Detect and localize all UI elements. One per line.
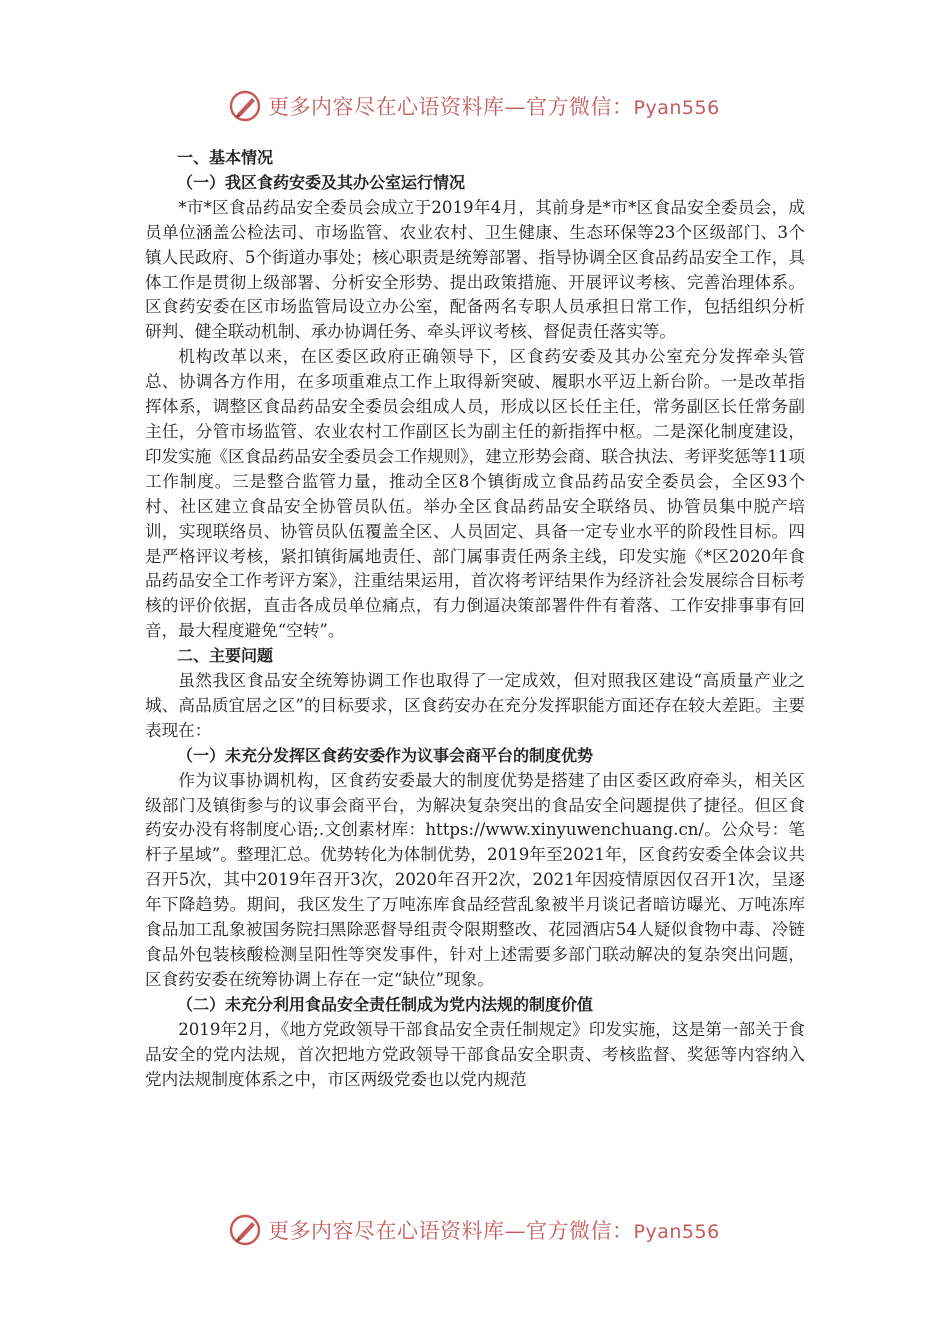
paragraph: 2019年2月，《地方党政领导干部食品安全责任制规定》印发实施，这是第一部关于食品安全的党内法规，首次把地方党政领导干部食品安全职责、考核监督、奖惩等内容纳入党内法规制度体系之中，市区两级党委也以党内规范 xyxy=(145,1019,805,1089)
banner-label: 更多内容尽在心语资料库—官方微信：Pyan556 xyxy=(268,1219,720,1243)
header-banner xyxy=(228,86,748,126)
pen-logo-icon xyxy=(228,89,262,123)
paragraph: *市*区食品药品安全委员会成立于2019年4月，其前身是*市*区食品安全委员会，成员单位涵盖公检法司、市场监管、农业农村、卫生健康、生态环保等23个区级部门、3个镇人民政府、5个街道办事处；核心职责是统筹部署、指导协调全区食品药品安全工作，具体工作是贯彻上级部署、分析安全形势、提出政策措施、开展评议考核、完善治理体系。区食药安委在区市场监管局设立办公室，配备两名专职人员承担日常工作，包括组织分析研判、健全联动机制、承办协调任务、牵头评议考核、督促责任落实等。 xyxy=(145,197,805,342)
subsection-heading: （二）未充分利用食品安全责任制成为党内法规的制度价值 xyxy=(177,994,594,1014)
footer-banner xyxy=(228,1210,748,1250)
pen-logo-icon xyxy=(228,1213,262,1247)
section-heading: 二、主要问题 xyxy=(177,646,274,666)
subsection-heading: （一）未充分发挥区食药安委作为议事会商平台的制度优势 xyxy=(177,745,594,765)
paragraph: 机构改革以来，在区委区政府正确领导下，区食药安委及其办公室充分发挥牵头管总、协调各方作用，在多项重难点工作上取得新突破、履职水平迈上新台阶。一是改革指挥体系，调整区食品药品安全委员会组成人员，形成以区长任主任，常务副区长任常务副主任，分管市场监管、农业农村工作副区长为副主任的新指挥中枢。二是深化制度建设，印发实施《区食品药品安全委员会工作规则》，建立形势会商、联合执法、考评奖惩等11项工作制度。三是整合监管力量，推动全区8个镇街成立食品药品安全委员会，全区93个村、社区建立食品安全协管员队伍。举办全区食品药品安全联络员、协管员集中脱产培训，实现联络员、协管员队伍覆盖全区、人员固定、具备一定专业水平的阶段性目标。四是严格评议考核，紧扣镇街属地责任、部门属事责任两条主线，印发实施《*区2020年食品药品安全工作考评方案》，注重结果运用，首次将考评结果作为经济社会发展综合目标考核的评价依据，直击各成员单位痛点，有力倒逼决策部署件件有着落、工作安排事事有回音，最大程度避免“空转”。 xyxy=(145,347,805,641)
wechat-id: Pyan556 xyxy=(633,97,720,119)
section-heading: 一、基本情况 xyxy=(177,148,274,167)
paragraph: 虽然我区食品安全统筹协调工作也取得了一定成效，但对照我区建设“高质量产业之城、高品质宜居之区”的目标要求，区食药安办在充分发挥职能方面还存在较大差距。主要表现在： xyxy=(145,671,805,740)
document-body xyxy=(145,146,805,1092)
banner-label: 更多内容尽在心语资料库—官方微信：Pyan556 xyxy=(268,95,720,119)
paragraph: 作为议事协调机构，区食药安委最大的制度优势是搭建了由区委区政府牵头，相关区级部门及镇街参与的议事会商平台，为解决复杂突出的食品安全问题提供了捷径。但区食药安办没有将制度心语;.文创素材库：https://www.xinyuwenchuang.cn/。公众号：笔杆子星域”。整理汇总。优势转化为体制优势，2019年至2021年，区食药安委全体会议共召开5次，其中2019年召开3次，2020年召开2次，2021年因疫情原因仅召开1次，呈逐年下降趋势。期间，我区发生了万吨冻库食品经营乱象被半月谈记者暗访曝光、万吨冻库食品加工乱象被国务院扫黑除恶督导组责令限期整改、花园酒店54人疑似食物中毒、冷链食品外包装核酸检测呈阳性等突发事件，针对上述需要多部门联动解决的复杂突出问题，区食药安委在统筹协调上存在一定“缺位”现象。 xyxy=(145,770,805,989)
wechat-id: Pyan556 xyxy=(633,1221,720,1243)
subsection-heading: （一）我区食药安委及其办公室运行情况 xyxy=(177,172,466,192)
